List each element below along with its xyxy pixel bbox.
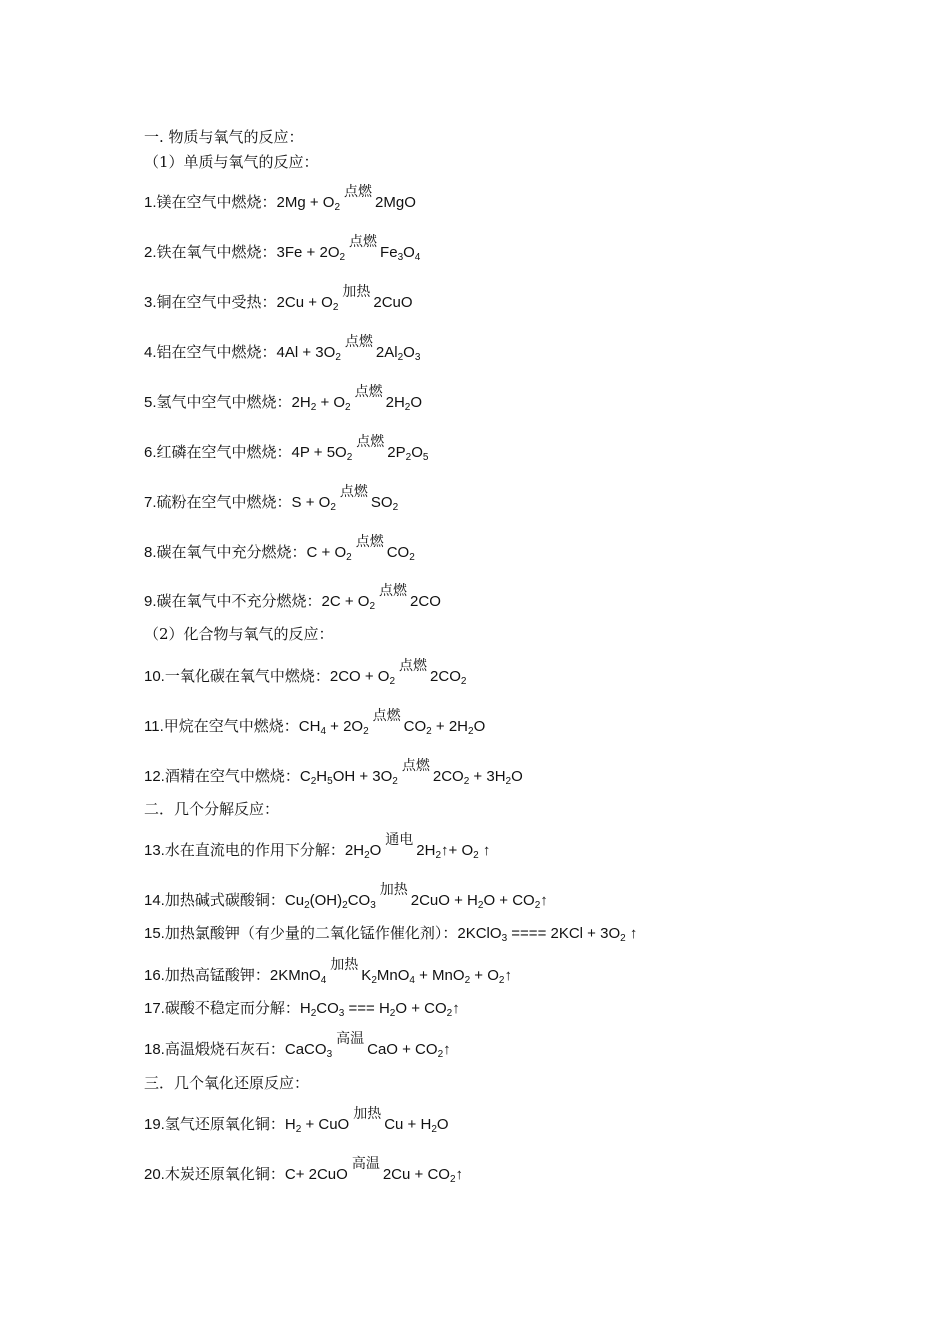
reaction-line <box>144 832 491 861</box>
reaction-label: 甲烷在空气中燃烧： <box>163 717 299 735</box>
reaction-condition: 加热 <box>330 957 359 973</box>
reaction-line <box>144 758 523 787</box>
reaction-condition: 点燃 <box>372 708 401 724</box>
reaction-number: 14. <box>144 892 165 909</box>
reaction-line <box>144 923 637 944</box>
reaction-products: $2Al_2O_3$ <box>375 344 421 363</box>
reaction-line <box>144 583 441 612</box>
reaction-reactants: $2H_2 + O_2$ <box>291 394 351 413</box>
reaction-line <box>144 1156 464 1185</box>
reaction-line <box>144 998 460 1019</box>
reaction-label: 水在直流电的作用下分解： <box>164 841 345 859</box>
reaction-line <box>144 384 423 413</box>
reaction-line <box>144 534 415 563</box>
reaction-condition: 高温 <box>351 1156 380 1172</box>
reaction-products: $2H_2O$ <box>385 394 423 413</box>
reaction-line <box>144 334 421 363</box>
reaction-products: $2H_2↑+ O_2$ ↑ <box>416 842 491 861</box>
reaction-line <box>144 708 486 737</box>
reaction-products: $Fe_3O_4$ <box>380 244 421 263</box>
reaction-label: 加热碱式碳酸铜： <box>164 891 285 909</box>
section-heading-1: 一. 物质与氧气的反应： <box>144 128 304 146</box>
reaction-number: 2. <box>144 244 157 261</box>
reaction-number: 18. <box>144 1041 165 1058</box>
reaction-reactants: $S + O_2$ <box>291 494 336 513</box>
reaction-reactants: $2H_2O$ <box>344 842 382 861</box>
reaction-label: 一氧化碳在氧气中燃烧： <box>164 667 330 685</box>
reaction-reactants: $2Mg + O_2$ <box>276 194 341 213</box>
reaction-number: 15. <box>144 925 165 942</box>
reaction-label: 铁在氧气中燃烧： <box>156 243 277 261</box>
reaction-label: 酒精在空气中燃烧： <box>164 767 300 785</box>
reaction-label: 碳在氧气中充分燃烧： <box>156 543 307 561</box>
reaction-reactants: 2KClO$_3$ ==== $2KCl + 3O_2$ ↑ <box>457 925 638 944</box>
reaction-number: 1. <box>144 194 157 211</box>
reaction-label: 氢气中空气中燃烧： <box>156 393 292 411</box>
reaction-products: $CO_2 + 2H_2O$ <box>403 718 486 737</box>
reaction-reactants: $2Cu + O_2$ <box>276 294 339 313</box>
reaction-number: 11. <box>144 718 164 735</box>
subsection-heading-2: （2）化合物与氧气的反应： <box>144 625 334 643</box>
reaction-label: 红磷在空气中燃烧： <box>156 443 292 461</box>
reaction-number: 12. <box>144 768 165 785</box>
reaction-condition: 点燃 <box>379 583 408 599</box>
reaction-products: 2CuO <box>373 294 413 311</box>
reaction-label: 氢气还原氧化铜： <box>164 1115 285 1133</box>
reaction-reactants: $C + O_2$ <box>306 544 352 563</box>
reaction-line <box>144 1031 451 1060</box>
reaction-number: 8. <box>144 544 157 561</box>
reaction-label: 木炭还原氧化铜： <box>164 1165 285 1183</box>
reaction-reactants: $CH_4 + 2O_2$ <box>298 718 369 737</box>
reaction-line <box>144 234 421 263</box>
reaction-reactants: $Cu_2(OH)_2CO_3$ <box>284 892 376 911</box>
reaction-number: 6. <box>144 444 157 461</box>
reaction-label: 加热高锰酸钾： <box>164 966 270 984</box>
reaction-reactants: $C_2H_5OH + 3O_2$ <box>299 768 398 787</box>
reaction-products: $SO_2$ <box>370 494 399 513</box>
reaction-condition: 通电 <box>385 832 414 848</box>
reaction-number: 4. <box>144 344 157 361</box>
reaction-label: 铜在空气中受热： <box>156 293 277 311</box>
reaction-line <box>144 957 512 986</box>
reaction-label: 镁在空气中燃烧： <box>156 193 277 211</box>
reaction-line <box>144 284 413 313</box>
reaction-line <box>144 658 467 687</box>
subsection-heading-1: （1）单质与氧气的反应： <box>144 153 319 171</box>
reaction-condition: 点燃 <box>355 534 384 550</box>
reaction-line <box>144 484 399 513</box>
reaction-label: 硫粉在空气中燃烧： <box>156 493 292 511</box>
reaction-number: 17. <box>144 1000 165 1017</box>
reaction-number: 13. <box>144 842 165 859</box>
reaction-label: 加热氯酸钾（有少量的二氧化锰作催化剂）： <box>164 924 458 942</box>
reaction-line <box>144 882 548 911</box>
reaction-label: 碳在氧气中不充分燃烧： <box>156 592 322 610</box>
reaction-condition: 加热 <box>353 1106 382 1122</box>
reaction-products: $2Cu + CO_2↑$ <box>382 1166 464 1185</box>
reaction-reactants: C+ 2CuO <box>284 1166 348 1183</box>
reaction-number: 19. <box>144 1116 165 1133</box>
reaction-line <box>144 434 429 463</box>
reaction-reactants: $3Fe + 2O_2$ <box>276 244 346 263</box>
reaction-label: 铝在空气中燃烧： <box>156 343 277 361</box>
reaction-label: 高温煅烧石灰石： <box>164 1040 285 1058</box>
reaction-condition: 加热 <box>342 284 371 300</box>
reaction-number: 3. <box>144 294 157 311</box>
section-heading-3: 三．几个氧化还原反应： <box>144 1074 310 1092</box>
reaction-reactants: $4Al + 3O_2$ <box>276 344 341 363</box>
reaction-condition: 点燃 <box>401 758 430 774</box>
reaction-number: 16. <box>144 967 165 984</box>
reaction-products: $2CO_2 + 3H_2O$ <box>432 768 523 787</box>
reaction-number: 7. <box>144 494 157 511</box>
reaction-number: 5. <box>144 394 157 411</box>
reaction-reactants: CaCO$_3$ <box>284 1041 333 1060</box>
reaction-number: 10. <box>144 668 165 685</box>
reaction-reactants: $2CO + O_2$ <box>329 668 396 687</box>
reaction-condition: 加热 <box>379 882 408 898</box>
reaction-products: $2CO_2$ <box>430 668 467 687</box>
reaction-products: $K_2MnO_4 + MnO_2$ + $O_2↑$ <box>361 967 512 986</box>
reaction-condition: 高温 <box>336 1031 365 1047</box>
reaction-reactants: $H_2$ + CuO <box>284 1116 350 1135</box>
reaction-line <box>144 184 416 213</box>
reaction-condition: 点燃 <box>339 484 368 500</box>
section-heading-2: 二．几个分解反应： <box>144 800 280 818</box>
reaction-products: $Cu + H_2O$ <box>384 1116 449 1135</box>
reaction-number: 20. <box>144 1166 165 1183</box>
reaction-condition: 点燃 <box>354 384 383 400</box>
reaction-condition: 点燃 <box>399 658 428 674</box>
reaction-number: 9. <box>144 593 157 610</box>
reaction-products: $CO_2$ <box>386 544 415 563</box>
reaction-reactants: $H_2CO_3$ === $H_2O$ + $CO_2↑$ <box>299 1000 460 1019</box>
reaction-products: 2CO <box>410 593 441 610</box>
reaction-label: 碳酸不稳定而分解： <box>164 999 300 1017</box>
reaction-condition: 点燃 <box>356 434 385 450</box>
reaction-reactants: $4P + 5O_2$ <box>291 444 353 463</box>
reaction-reactants: 2KMnO$_4$ <box>269 967 327 986</box>
reaction-condition: 点燃 <box>344 184 373 200</box>
reaction-products: $2CuO + H_2O$ + $CO_2↑$ <box>410 892 548 911</box>
reaction-reactants: $2C + O_2$ <box>321 593 376 612</box>
reaction-line <box>144 1106 449 1135</box>
reaction-products: 2MgO <box>375 194 416 211</box>
reaction-condition: 点燃 <box>349 234 378 250</box>
reaction-products: $2P_2O_5$ <box>387 444 429 463</box>
reaction-products: CaO + $CO_2↑$ <box>367 1041 451 1060</box>
reaction-condition: 点燃 <box>344 334 373 350</box>
